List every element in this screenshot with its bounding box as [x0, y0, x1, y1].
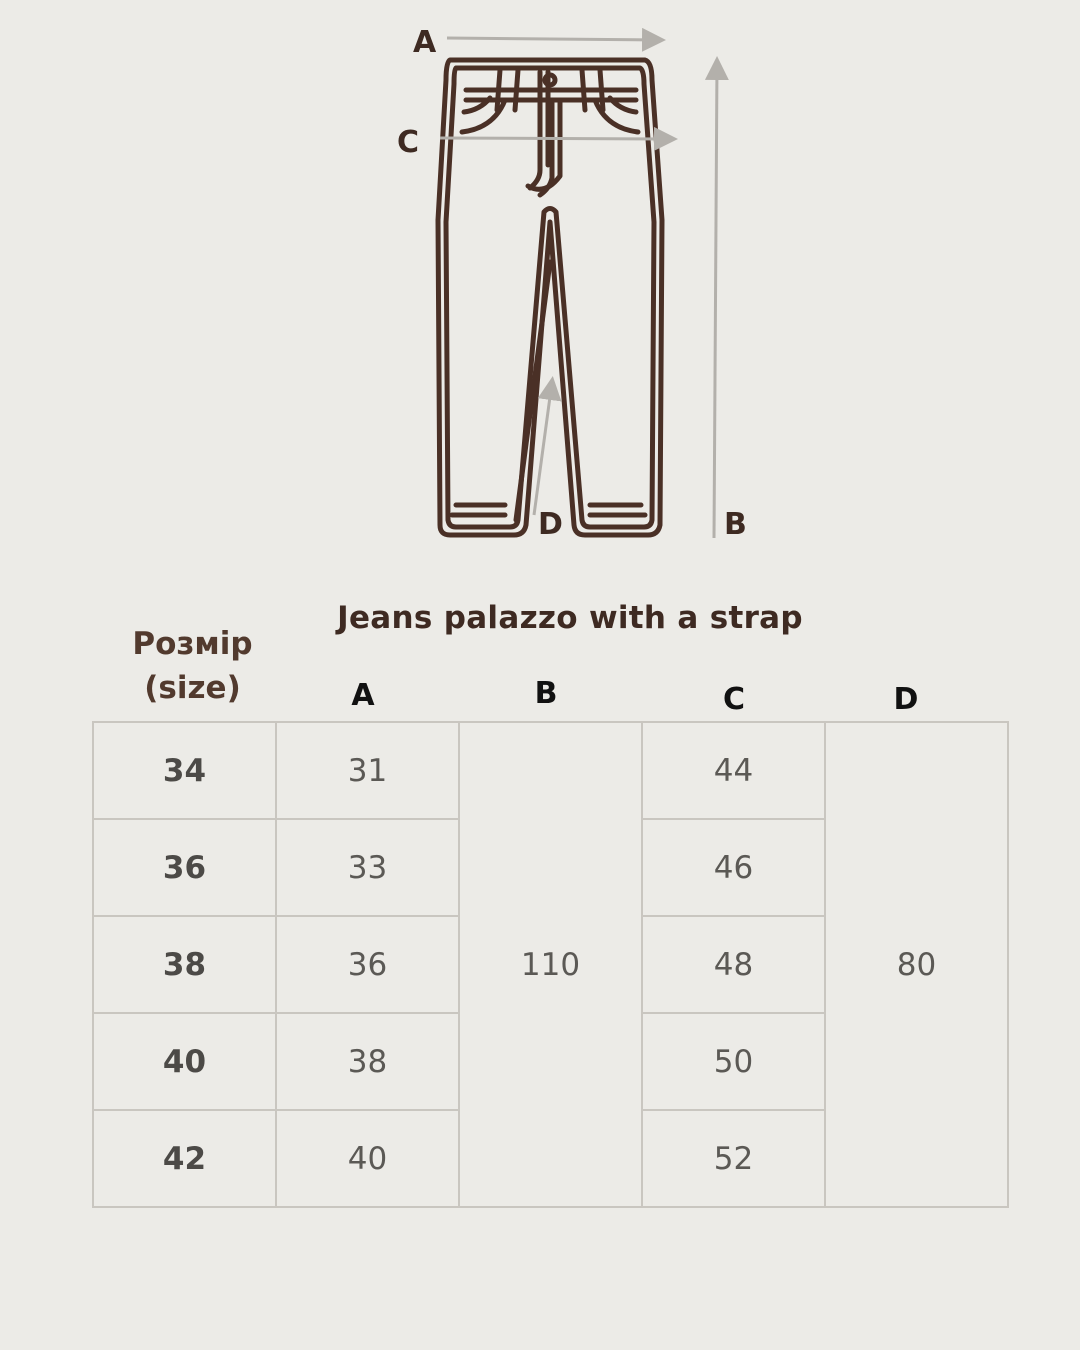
product-title: Jeans palazzo with a strap — [337, 600, 803, 636]
size-cell: 36 — [93, 819, 276, 916]
jeans-outline-icon — [0, 0, 1080, 560]
size-header-line2: (size) — [144, 670, 241, 706]
jeans-measurement-diagram — [0, 0, 1080, 560]
measure-c-cell: 50 — [642, 1013, 825, 1110]
dimension-d-label: D — [538, 507, 563, 542]
measure-a-cell: 36 — [276, 916, 459, 1013]
column-header-a: A — [351, 678, 375, 713]
size-header-line1: Розмір — [132, 626, 253, 662]
measure-c-cell: 44 — [642, 722, 825, 819]
dimension-a-label: A — [413, 25, 437, 60]
size-chart-table — [92, 721, 1009, 1208]
measure-a-cell: 38 — [276, 1013, 459, 1110]
measure-a-cell: 40 — [276, 1110, 459, 1207]
measure-a-cell: 33 — [276, 819, 459, 916]
dimension-c-label: C — [397, 125, 420, 160]
size-column-header — [100, 622, 285, 710]
size-cell: 34 — [93, 722, 276, 819]
column-header-c: C — [722, 682, 746, 717]
table-row — [93, 722, 1008, 819]
measure-b-cell: 110 — [459, 722, 642, 1207]
size-cell: 42 — [93, 1110, 276, 1207]
size-cell: 38 — [93, 916, 276, 1013]
dimension-b-label: B — [724, 507, 747, 542]
column-header-b: B — [534, 676, 558, 711]
measure-c-cell: 52 — [642, 1110, 825, 1207]
measure-d-cell: 80 — [825, 722, 1008, 1207]
measure-c-cell: 46 — [642, 819, 825, 916]
column-header-d: D — [893, 682, 919, 717]
size-cell: 40 — [93, 1013, 276, 1110]
measure-c-cell: 48 — [642, 916, 825, 1013]
measure-a-cell: 31 — [276, 722, 459, 819]
